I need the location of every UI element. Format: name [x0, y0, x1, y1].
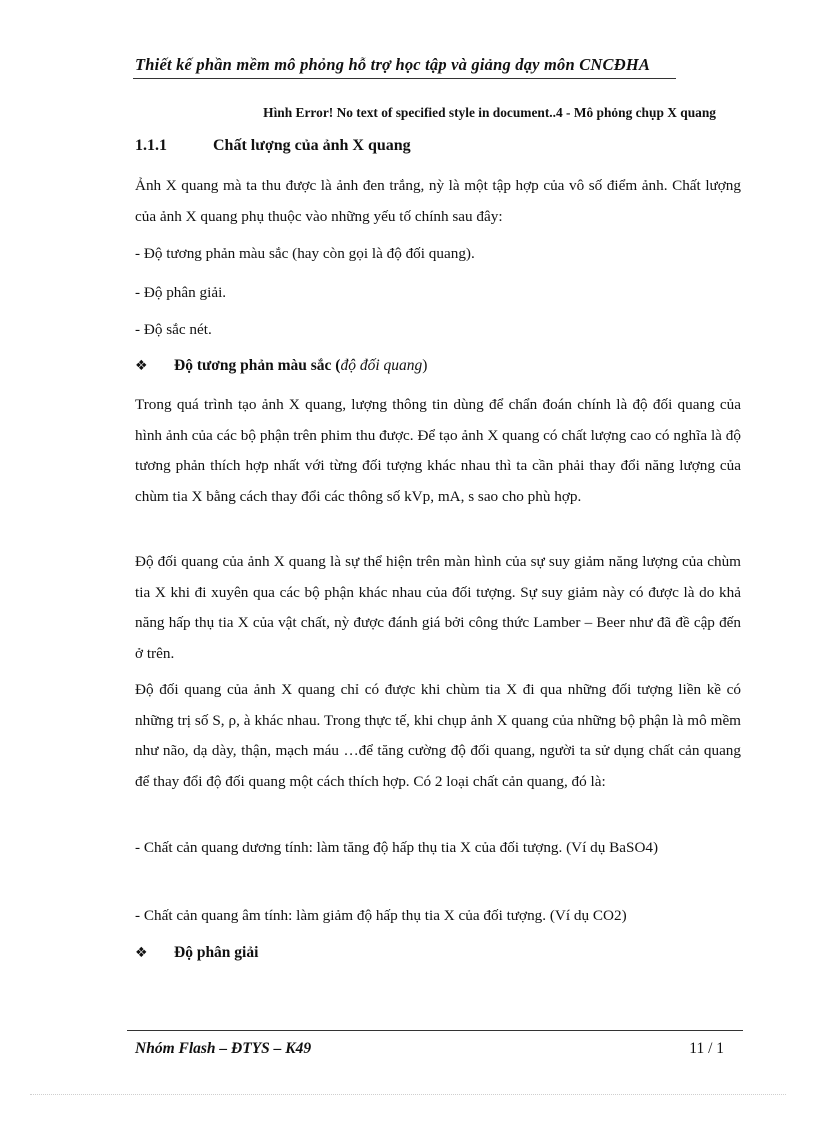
intro-paragraph: Ảnh X quang mà ta thu được là ảnh đen trắng, nỳ là một tập hợp của vô số điểm ảnh. Chất lượng của ảnh X quang phụ thuộc vào những yếu tố chính sau đây:	[135, 177, 741, 225]
page-boundary	[30, 1094, 786, 1095]
factor-item-contrast: - Độ tương phản màu sắc (hay còn gọi là độ đối quang).	[135, 245, 475, 262]
section-heading	[135, 137, 411, 155]
paragraph-block-4	[135, 833, 741, 864]
diamond-bullet-icon: ❖	[135, 358, 148, 374]
subsection-contrast-title-close: )	[422, 357, 428, 374]
header-divider	[133, 78, 676, 79]
diamond-bullet-icon: ❖	[135, 945, 148, 961]
section-number: 1.1.1	[135, 137, 167, 154]
negative-contrast-agent: - Chất cản quang âm tính: làm giảm độ hấp thụ tia X của đối tượng. (Ví dụ CO2)	[135, 907, 627, 924]
figure-caption: Hình Error! No text of specified style in document..4 - Mô phỏng chụp X quang	[263, 105, 716, 120]
subsection-resolution-title: Độ phân giải	[174, 944, 259, 961]
subsection-contrast-title-italic: độ đối quang	[340, 357, 423, 374]
paragraph-block-3	[135, 675, 741, 797]
paragraph-block-1	[135, 390, 741, 512]
page-number: 11 / 1	[689, 1040, 724, 1057]
subsection-resolution-heading	[135, 944, 258, 962]
factor-list-2	[135, 283, 741, 303]
intro-block	[135, 171, 741, 232]
paragraph-block-2	[135, 547, 741, 669]
positive-contrast-agent: - Chất cản quang dương tính: làm tăng độ hấp thụ tia X của đối tượng. (Ví dụ BaSO4)	[135, 839, 659, 856]
paragraph-contrast-3: Độ đối quang của ảnh X quang chỉ có được khi chùm tia X đi qua những đối tượng liền kề có những trị số S, ρ, à khác nhau. Trong thực tế, khi chụp ảnh X quang của những bộ phận là mô mềm như não, dạ dày, thận, mạch máu …để tăng cường độ đối quang, người ta sử dụng chất cản quang để thay đổi độ đối quang một cách thích hợp. Có 2 loại chất cản quang, đó là:	[135, 681, 741, 790]
paragraph-contrast-1: Trong quá trình tạo ảnh X quang, lượng thông tin dùng để chẩn đoán chính là độ đối quang của hình ảnh của các bộ phận trên phim thu được. Để tạo ảnh X quang có chất lượng cao có nghĩa là độ tương phản thích hợp nhất với từng đối tượng khác nhau thì ta cần phải thay đổi năng lượng của chùm tia X bằng cách thay đổi các thông số kVp, mA, s sao cho phù hợp.	[135, 396, 741, 505]
subsection-contrast-title: Độ tương phản màu sắc (	[174, 357, 341, 374]
factor-item-sharpness: - Độ sắc nét.	[135, 321, 212, 338]
paragraph-contrast-2: Độ đối quang của ảnh X quang là sự thể hiện trên màn hình của sự suy giảm năng lượng của chùm tia X khi đi xuyên qua các bộ phận khác nhau của đối tượng. Sự suy giảm này có được là do khả năng hấp thụ tia X của vật chất, nỳ được đánh giá bởi công thức Lamber – Beer như đã đề cập đến ở trên.	[135, 553, 741, 662]
section-title: Chất lượng của ảnh X quang	[213, 137, 411, 154]
page-header-title: Thiết kế phần mềm mô phỏng hỗ trợ học tập và giảng dạy môn CNCĐHA	[135, 55, 651, 74]
footer-divider	[127, 1030, 743, 1031]
paragraph-block-5	[135, 901, 741, 932]
factor-list	[135, 244, 741, 264]
factor-list-3	[135, 320, 741, 340]
factor-item-resolution: - Độ phân giải.	[135, 284, 227, 301]
subsection-contrast-heading	[135, 357, 427, 375]
footer-group-name: Nhóm Flash – ĐTYS – K49	[135, 1040, 312, 1057]
